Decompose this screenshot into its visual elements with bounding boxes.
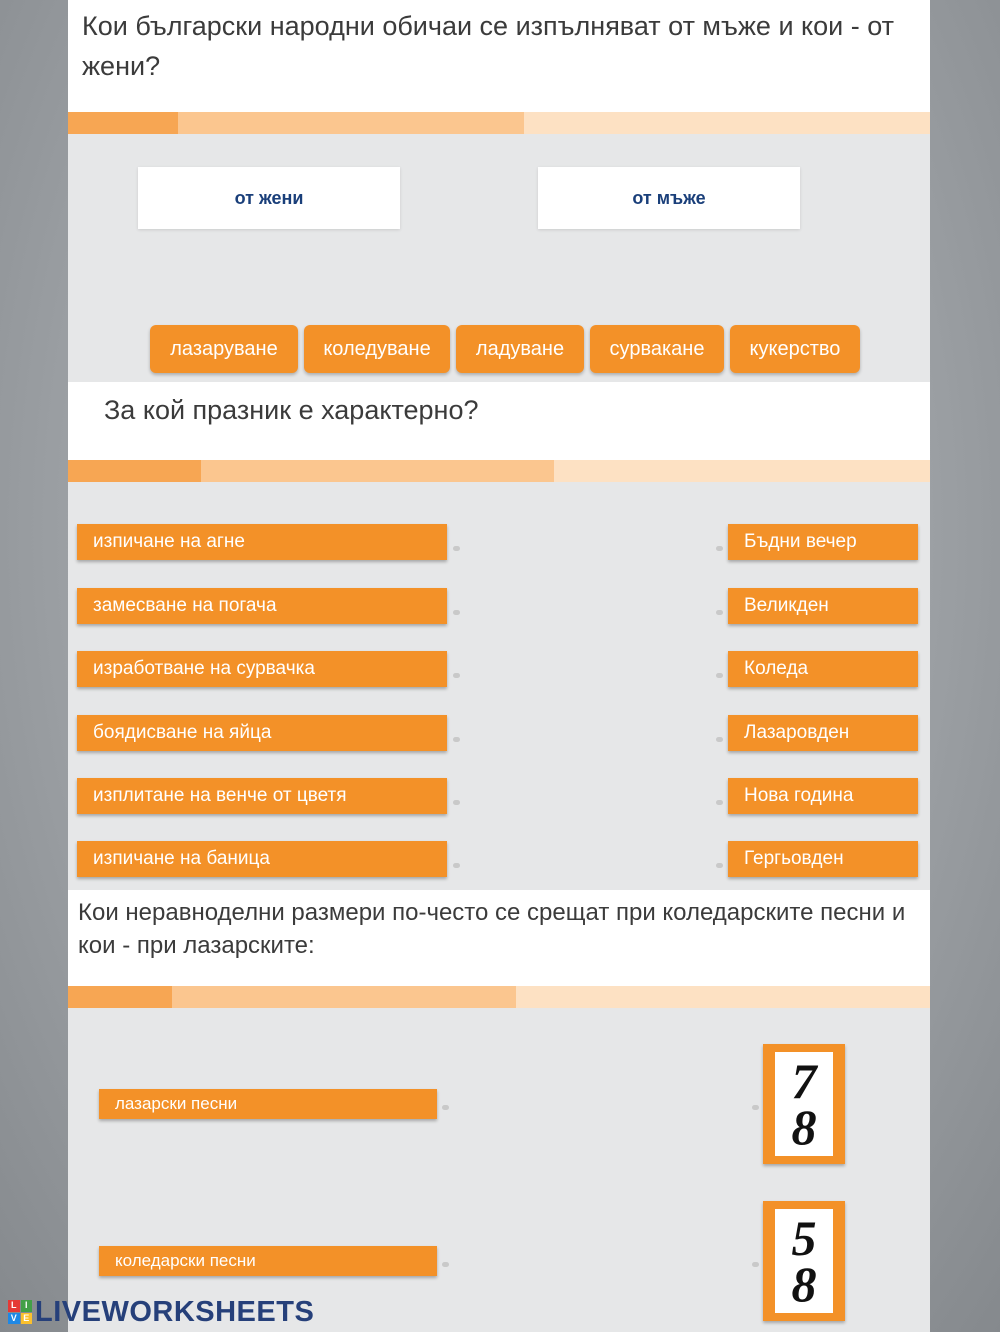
connector-dot[interactable] [752,1105,759,1110]
drag-chip-lazaruvane[interactable]: лазаруване [150,325,298,373]
match-left-item[interactable]: лазарски песни [99,1089,437,1119]
connector-dot[interactable] [453,737,460,742]
connector-dot[interactable] [716,737,723,742]
question-2-panel [68,382,930,460]
fraction-card-7-8[interactable] [763,1044,845,1164]
drop-box-women[interactable]: от жени [138,167,400,229]
match-left-item[interactable]: боядисване на яйца [77,715,447,751]
match-left-item[interactable]: коледарски песни [99,1246,437,1276]
drop-box-men[interactable]: от мъже [538,167,800,229]
connector-dot[interactable] [453,610,460,615]
match-right-item[interactable]: Великден [728,588,918,624]
match-right-item[interactable]: Гергьовден [728,841,918,877]
question-2-text: За кой празник е характерно? [104,395,479,425]
match-left-item[interactable]: изработване на сурвачка [77,651,447,687]
question-3-panel [68,890,930,988]
fraction-card-5-8[interactable] [763,1201,845,1321]
connector-dot[interactable] [752,1262,759,1267]
match-left-item[interactable]: изпичане на баница [77,841,447,877]
fraction-numerator: 5 [791,1210,817,1266]
match-right-item[interactable]: Бъдни вечер [728,524,918,560]
match-right-item[interactable]: Нова година [728,778,918,814]
connector-dot[interactable] [442,1262,449,1267]
progress-band-1 [68,112,930,134]
fraction-5-8 [775,1209,833,1313]
progress-band-3 [68,986,930,1008]
fraction-7-8 [775,1052,833,1156]
logo-mark-icon: L I V E [8,1300,32,1324]
question-3-text: Кои неравноделни размери по-често се срещат при коледарските песни и кои - при лазарските: [78,899,906,959]
drag-chip-koleduvane[interactable]: коледуване [304,325,450,373]
connector-dot[interactable] [716,610,723,615]
drag-chip-kukerstvo[interactable]: кукерство [730,325,860,373]
match-right-item[interactable]: Коледа [728,651,918,687]
drag-chip-survakane[interactable]: сурвакане [590,325,724,373]
match-left-item[interactable]: изпичане на агне [77,524,447,560]
question-1-panel [68,0,930,112]
connector-dot[interactable] [716,800,723,805]
match-left-item[interactable]: замесване на погача [77,588,447,624]
worksheet-page [68,0,930,1332]
logo-text: LIVEWORKSHEETS [35,1295,315,1328]
fraction-denominator: 8 [791,1256,817,1312]
connector-dot[interactable] [716,546,723,551]
connector-dot[interactable] [442,1105,449,1110]
connector-dot[interactable] [716,673,723,678]
drag-chip-laduvane[interactable]: ладуване [456,325,584,373]
connector-dot[interactable] [453,546,460,551]
connector-dot[interactable] [453,863,460,868]
fraction-denominator: 8 [791,1099,817,1155]
liveworksheets-logo [8,1296,314,1328]
question-1-text: Кои български народни обичаи се изпълняват от мъже и кои - от жени? [82,11,895,81]
connector-dot[interactable] [716,863,723,868]
match-right-item[interactable]: Лазаровден [728,715,918,751]
connector-dot[interactable] [453,800,460,805]
connector-dot[interactable] [453,673,460,678]
match-left-item[interactable]: изплитане на венче от цветя [77,778,447,814]
fraction-numerator: 7 [791,1053,817,1109]
progress-band-2 [68,460,930,482]
